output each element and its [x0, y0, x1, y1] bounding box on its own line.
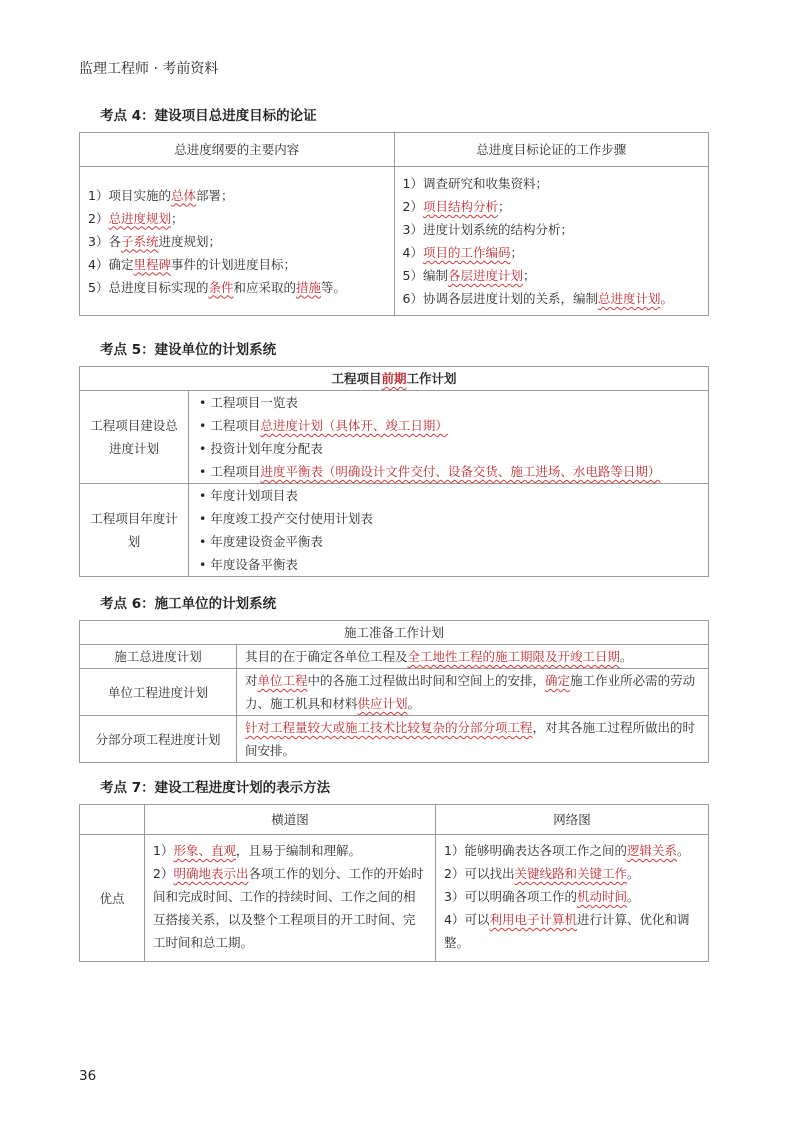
list-line [444, 862, 700, 885]
highlighted-text: 里程碑 [133, 256, 171, 272]
highlighted-text: 机动时间 [576, 889, 627, 904]
s4-col1-header: 总进度纲要的主要内容 [80, 133, 395, 167]
text-run: 年度竣工投产交付使用计划表 [210, 511, 373, 526]
list-line [403, 172, 701, 195]
text-run: 。 [407, 696, 421, 711]
s4-table [79, 132, 709, 316]
s4-right-cell [394, 167, 709, 316]
text-run: 工程项目 [210, 418, 261, 433]
text-run: 5）编制 [402, 268, 448, 283]
s7-corner [80, 805, 145, 835]
s6-row2-text [237, 669, 709, 716]
bullet-item [199, 553, 698, 576]
text-run: 投资计划年度分配表 [210, 441, 323, 456]
list-line [88, 276, 386, 299]
list-line [153, 862, 427, 954]
highlighted-text: 总进度计划 [597, 291, 661, 306]
s6-row3-label: 分部分项工程进度计划 [80, 716, 237, 763]
text-run: 工作计划 [406, 371, 457, 386]
bullet-item [199, 484, 698, 507]
text-run: 3）可以明确各项工作的 [444, 889, 577, 904]
highlighted-text: 各层进度计划 [447, 268, 523, 283]
page-header: 监理工程师 · 考前资料 [79, 61, 219, 77]
list-line [444, 839, 700, 862]
section-5-title: 考点 5：建设单位的计划系统 [100, 342, 277, 358]
highlighted-text: 形象、直观 [173, 843, 236, 858]
section-6-title: 考点 6：施工单位的计划系统 [100, 596, 277, 612]
text-run: 工程项目 [210, 464, 261, 479]
s7-right-list [444, 839, 700, 954]
s7-left-list [153, 839, 427, 954]
text-run: 1） [153, 843, 174, 858]
text-run: ，对其各施工过程所做出的时间安排。 [245, 720, 696, 758]
text-run: 。 [676, 843, 690, 858]
text-run: 4）可以 [444, 912, 490, 927]
highlighted-text: 供应计划 [357, 696, 408, 711]
highlighted-text: 前期 [381, 371, 407, 386]
s7-left-cell [145, 835, 436, 962]
highlighted-text: 单位工程 [257, 673, 308, 688]
s6-header: 施工准备工作计划 [80, 621, 709, 645]
s5-header [80, 367, 709, 391]
highlighted-text: 条件 [208, 279, 234, 295]
text-run: 施工作业所必需的劳动力、施工机具和材料 [245, 673, 696, 711]
list-line [444, 885, 700, 908]
text-run: 年度设备平衡表 [210, 557, 298, 572]
text-run: ； [522, 268, 536, 283]
s4-left-list [88, 184, 386, 299]
text-run: 工程项目 [331, 371, 382, 386]
s5-table [79, 366, 709, 577]
text-run: 事件的计划进度目标； [170, 256, 296, 272]
highlighted-text: 项目的工作编码 [422, 245, 511, 260]
text-run: 1）项目实施的 [88, 187, 171, 203]
s5-row1-label: 工程项目建设总进度计划 [80, 391, 189, 484]
s7-col1-header: 横道图 [145, 805, 436, 835]
highlighted-text: 总进度计划（具体开、竣工日期） [260, 418, 448, 433]
s4-left-cell [80, 167, 395, 316]
text-run: 4）确定 [88, 256, 134, 272]
s5-row1-list [199, 391, 698, 483]
text-run: 等。 [321, 279, 347, 295]
s7-col2-header: 网络图 [436, 805, 709, 835]
list-line [88, 253, 386, 276]
highlighted-text: 确定 [545, 673, 571, 688]
list-line [444, 908, 700, 954]
text-run: 3）进度计划系统的结构分析； [402, 222, 573, 237]
text-run: 各项工作的划分、工作的开始时间和完成时间、工作的持续时间、工作之间的相互搭接关系，以及整个工程项目的开工时间、完工时间和总工期。 [153, 866, 424, 950]
highlighted-text: 措施 [296, 279, 322, 295]
s6-row3-text [237, 716, 709, 763]
text-run: 2） [153, 866, 174, 881]
text-run: 其目的在于确定各单位工程及 [245, 649, 408, 664]
bullet-item [199, 414, 698, 437]
bullet-item [199, 530, 698, 553]
s5-row2-items [189, 484, 709, 577]
page-number: 36 [79, 1068, 97, 1084]
highlighted-text: 针对工程量较大或施工技术比较复杂的分部分项工程 [245, 720, 533, 735]
s4-right-list [403, 172, 701, 310]
s7-row-label: 优点 [80, 835, 145, 962]
highlighted-text: 项目结构分析 [422, 199, 498, 214]
highlighted-text: 逻辑关系 [626, 843, 677, 858]
text-run: ，且易于编制和理解。 [235, 843, 361, 858]
text-run: 2）可以找出 [444, 866, 515, 881]
list-line [403, 241, 701, 264]
highlighted-text: 利用电子计算机 [489, 912, 577, 927]
bullet-item [199, 437, 698, 460]
highlighted-text: 关键线路和关键工作 [514, 866, 627, 881]
text-run: ； [170, 210, 184, 226]
text-run: 2） [88, 210, 109, 226]
text-run: 5）总进度目标实现的 [88, 279, 209, 295]
text-run: 2） [402, 199, 423, 214]
text-run: 进度规划； [158, 233, 221, 249]
text-run: 进行计算、优化和调整。 [444, 912, 690, 950]
highlighted-text: 子系统 [120, 233, 159, 249]
text-run: 工程项目一览表 [210, 395, 298, 410]
bullet-item [199, 507, 698, 530]
section-4-title: 考点 4：建设项目总进度目标的论证 [100, 108, 317, 124]
list-line [403, 195, 701, 218]
text-run: 4） [402, 245, 423, 260]
highlighted-text: 进度平衡表（明确设计文件交付、设备交货、施工进场、水电路等日期） [260, 464, 661, 479]
section-7-title: 考点 7：建设工程进度计划的表示方法 [100, 780, 331, 796]
text-run: 年度计划项目表 [210, 488, 298, 503]
s6-row2-label: 单位工程进度计划 [80, 669, 237, 716]
text-run: 1）调查研究和收集资料； [402, 176, 548, 191]
text-run: 3）各 [88, 233, 121, 249]
text-run: 部署； [195, 187, 234, 203]
text-run: 中的各施工过程做出时间和空间上的安排， [307, 673, 546, 688]
list-line [403, 218, 701, 241]
bullet-item [199, 460, 698, 483]
s7-right-cell [436, 835, 709, 962]
s7-table [79, 804, 709, 962]
list-line [88, 230, 386, 253]
text-run: 。 [626, 866, 640, 881]
text-run: ； [497, 199, 511, 214]
text-run: 对 [245, 673, 258, 688]
text-run: 。 [626, 889, 640, 904]
highlighted-text: 总体 [170, 187, 196, 203]
list-line [153, 839, 427, 862]
highlighted-text: 明确地表示出 [173, 866, 249, 881]
highlighted-text: 全工地性工程的施工期限及开竣工日期 [407, 649, 621, 664]
text-run: 1）能够明确表达各项工作之间的 [444, 843, 627, 858]
text-run: 。 [620, 649, 633, 664]
text-run: 和应采取的 [233, 279, 296, 295]
list-line [403, 264, 701, 287]
highlighted-text: 总进度规划 [108, 210, 171, 226]
bullet-item [199, 391, 698, 414]
list-line [88, 184, 386, 207]
list-line [403, 287, 701, 310]
s6-table [79, 620, 709, 763]
s5-row2-list [199, 484, 698, 576]
text-run: 6）协调各层进度计划的关系，编制 [402, 291, 598, 306]
s6-row1-text [237, 645, 709, 669]
s5-row1-items [189, 391, 709, 484]
s4-col2-header: 总进度目标论证的工作步骤 [394, 133, 709, 167]
text-run: 。 [660, 291, 673, 306]
s5-row2-label: 工程项目年度计划 [80, 484, 189, 577]
text-run: 年度建设资金平衡表 [210, 534, 323, 549]
list-line [88, 207, 386, 230]
text-run: ； [510, 245, 523, 260]
s6-row1-label: 施工总进度计划 [80, 645, 237, 669]
